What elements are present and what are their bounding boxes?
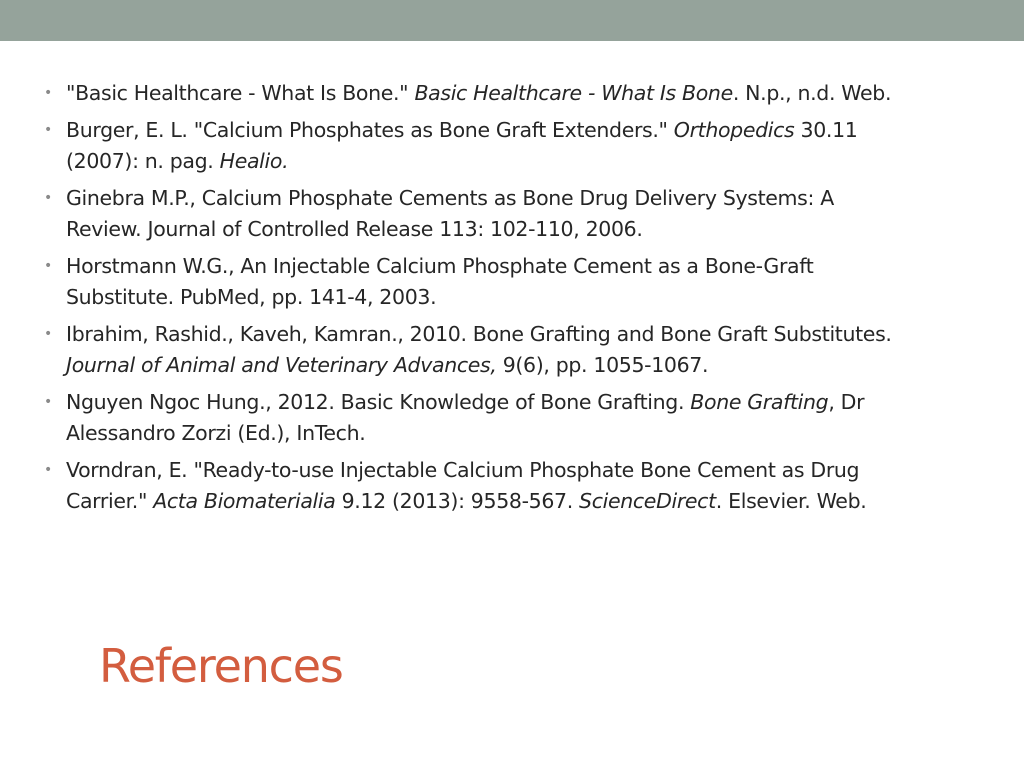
top-accent-bar bbox=[0, 0, 1024, 41]
reference-italic-text: ScienceDirect bbox=[579, 489, 716, 513]
reference-item bbox=[44, 78, 914, 109]
reference-item bbox=[44, 319, 914, 381]
reference-text: Horstmann W.G., An Injectable Calcium Phosphate Cement as a Bone-Graft Substitute. PubMed, pp. 141-4, 2003. bbox=[66, 254, 814, 309]
reference-text: Burger, E. L. "Calcium Phosphates as Bone Graft Extenders." bbox=[66, 118, 674, 142]
slide-title: References bbox=[99, 639, 343, 693]
bullet-icon: • bbox=[44, 326, 52, 342]
reference-list bbox=[44, 78, 914, 523]
reference-item bbox=[44, 251, 914, 313]
bullet-icon: • bbox=[44, 122, 52, 138]
reference-text: Nguyen Ngoc Hung., 2012. Basic Knowledge of Bone Grafting. bbox=[66, 390, 691, 414]
reference-text: . Elsevier. Web. bbox=[715, 489, 867, 513]
bullet-icon: • bbox=[44, 190, 52, 206]
bullet-icon: • bbox=[44, 258, 52, 274]
reference-italic-text: Orthopedics bbox=[673, 118, 795, 142]
reference-italic-text: Acta Biomaterialia bbox=[153, 489, 336, 513]
reference-text: Vorndran, E. "Ready-to-use Injectable Calcium Phosphate Bone Cement as Drug Carrier." bbox=[66, 458, 860, 513]
reference-item bbox=[44, 387, 914, 449]
reference-item bbox=[44, 455, 914, 517]
bullet-icon: • bbox=[44, 462, 52, 478]
reference-italic-text: Basic Healthcare - What Is Bone bbox=[414, 81, 733, 105]
reference-text: "Basic Healthcare - What Is Bone." bbox=[66, 81, 415, 105]
reference-text: 9(6), pp. 1055-1067. bbox=[496, 353, 709, 377]
bullet-icon: • bbox=[44, 394, 52, 410]
reference-text: Ibrahim, Rashid., Kaveh, Kamran., 2010. Bone Grafting and Bone Graft Substitutes. bbox=[66, 322, 892, 346]
reference-italic-text: Bone Grafting bbox=[690, 390, 829, 414]
reference-text: 9.12 (2013): 9558-567. bbox=[335, 489, 580, 513]
reference-text: . N.p., n.d. Web. bbox=[732, 81, 892, 105]
bullet-icon: • bbox=[44, 85, 52, 101]
reference-text: Ginebra M.P., Calcium Phosphate Cements as Bone Drug Delivery Systems: A Review. Journal of Controlled Release 113: 102-110, 2006. bbox=[66, 186, 834, 241]
reference-item bbox=[44, 115, 914, 177]
reference-item bbox=[44, 183, 914, 245]
reference-text: 30.11 (2007): n. pag. bbox=[66, 118, 858, 173]
reference-text: , Dr Alessandro Zorzi (Ed.), InTech. bbox=[66, 390, 865, 445]
reference-italic-text: Healio. bbox=[219, 149, 289, 173]
reference-italic-text: Journal of Animal and Veterinary Advances, bbox=[66, 353, 497, 377]
